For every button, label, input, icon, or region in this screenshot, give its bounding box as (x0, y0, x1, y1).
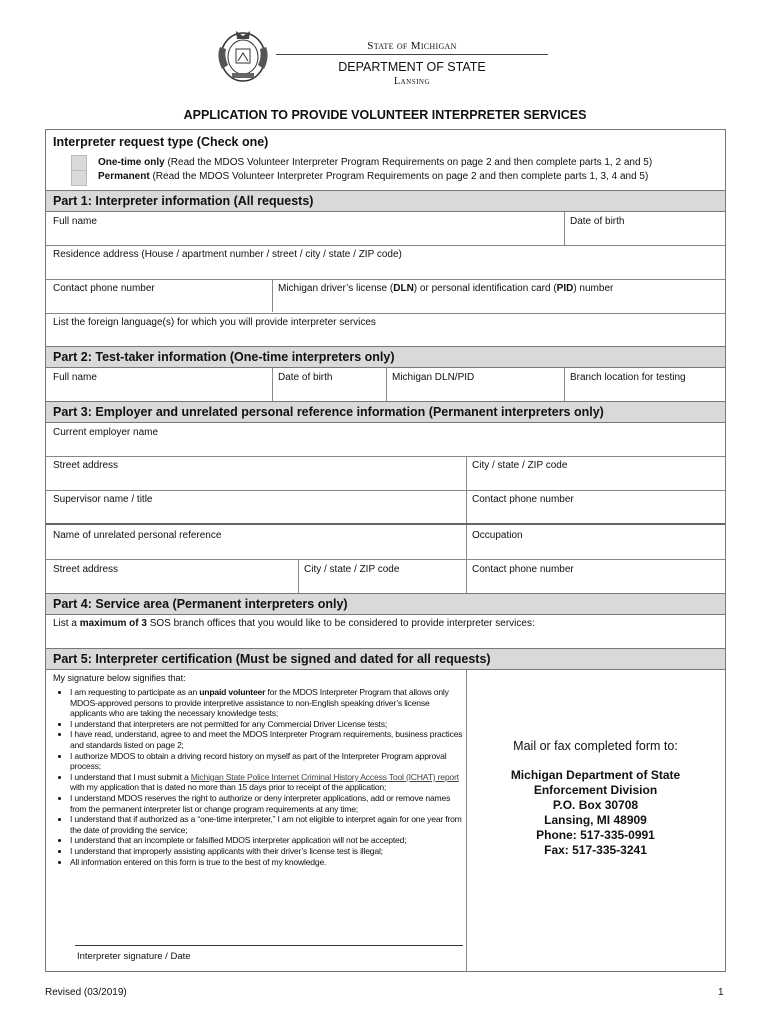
languages-field[interactable]: List the foreign language(s) for which you will provide interpreter services (53, 317, 376, 328)
reference-name-field[interactable]: Name of unrelated personal reference (53, 530, 222, 541)
address-line: P.O. Box 30708 (552, 798, 639, 812)
branch-location-field[interactable]: Branch location for testing (570, 372, 686, 383)
certification-intro: My signature below signifies that: (53, 673, 186, 683)
part1-phone-field[interactable]: Contact phone number (53, 283, 155, 294)
divider (564, 212, 565, 245)
list-item: • I understand that interpreters are not permitted for any Commercial Driver License tests; (70, 719, 465, 730)
divider (46, 559, 725, 560)
michigan-state-seal-icon (216, 27, 270, 85)
employer-phone-field[interactable]: Contact phone number (472, 494, 574, 505)
divider (298, 559, 299, 593)
one-time-option (98, 157, 652, 168)
request-type-heading: Interpreter request type (Check one) (53, 135, 269, 149)
divider (46, 279, 725, 280)
divider (386, 368, 387, 402)
list-item: • I understand that an incomplete or falsified MDOS interpreter application will not be accepted; (70, 835, 465, 846)
occupation-field[interactable]: Occupation (472, 530, 523, 541)
license-label-pre: Michigan driver’s license ( (278, 283, 394, 294)
list-item: • I understand that improperly assisting applicants with their driver’s license test is illegal; (70, 846, 465, 857)
list-item: • I understand that I must submit a Michigan State Police Internet Criminal History Access Tool (ICHAT) report with my application that is dated no more than 15 days prior to receipt of the application; (70, 772, 465, 793)
supervisor-field[interactable]: Supervisor name / title (53, 494, 153, 505)
phone-line: Phone: 517-335-0991 (536, 828, 655, 842)
part1-full-name-field[interactable]: Full name (53, 216, 97, 227)
list-item: • I authorize MDOS to obtain a driving record history on myself as part of the Interpreter Program approval process; (70, 751, 465, 772)
reference-phone-field[interactable]: Contact phone number (472, 564, 574, 575)
employer-street-field[interactable]: Street address (53, 460, 119, 471)
service-area-max: maximum of 3 (79, 618, 147, 629)
permanent-option (98, 171, 648, 182)
signature-label: Interpreter signature / Date (77, 951, 191, 962)
pid-abbr: PID (556, 283, 574, 294)
license-number-field[interactable] (278, 283, 613, 294)
dln-abbr: DLN (393, 283, 414, 294)
reference-city-field[interactable]: City / state / ZIP code (304, 564, 400, 575)
list-item: • I am requesting to participate as an unpaid volunteer for the MDOS Interpreter Program that allows only MDOS-approved persons to provide interpretive assistance to non-English speaking driver’s license applicants who are taking the necessary knowledge tests; (70, 687, 465, 719)
divider (272, 279, 273, 312)
divider (564, 368, 565, 402)
ichat-report-link[interactable]: Michigan State Police Internet Criminal History Access Tool (ICHAT) report (190, 771, 459, 782)
revision-date: Revised (03/2019) (45, 987, 127, 998)
divider (46, 313, 725, 314)
mail-instructions: Mail or fax completed form to: (513, 739, 678, 753)
part2-dob-field[interactable]: Date of birth (278, 372, 333, 383)
service-area-field[interactable] (53, 618, 535, 629)
residence-address-field[interactable]: Residence address (House / apartment number / street / city / state / ZIP code) (53, 249, 402, 260)
one-time-description: (Read the MDOS Volunteer Interpreter Program Requirements on page 2 and then complete parts 1, 2 and 5) (164, 157, 653, 168)
divider (272, 368, 273, 402)
form-title: APPLICATION TO PROVIDE VOLUNTEER INTERPRETER SERVICES (183, 108, 587, 122)
part2-heading: Part 2: Test-taker information (One-time interpreters only) (46, 346, 725, 368)
divider (46, 523, 725, 525)
list-item: • All information entered on this form is true to the best of my knowledge. (70, 857, 465, 868)
address-line: Enforcement Division (533, 783, 658, 797)
one-time-label: One-time only (98, 157, 165, 168)
list-item: • I have read, understand, agree to and meet the MDOS Interpreter Program requirements, business practices and standards listed on page 2; (70, 729, 465, 750)
reference-street-field[interactable]: Street address (53, 564, 119, 575)
list-item: • I understand that if authorized as a “one-time interpreter,” I am not eligible to interpret again for one year from the date of providing the service; (70, 814, 465, 835)
permanent-checkbox[interactable] (71, 170, 87, 186)
page-number: 1 (718, 987, 724, 998)
permanent-label: Permanent (98, 171, 150, 182)
part2-dln-pid-field[interactable]: Michigan DLN/PID (392, 372, 475, 383)
fax-line: Fax: 517-335-3241 (544, 843, 647, 857)
employer-city-field[interactable]: City / state / ZIP code (472, 460, 568, 471)
license-label-mid: ) or personal identification card ( (413, 283, 557, 294)
service-area-post: SOS branch offices that you would like to be considered to provide interpreter services: (146, 618, 535, 629)
application-form (45, 129, 726, 972)
city-name: Lansing (393, 76, 431, 87)
divider (46, 490, 725, 491)
list-item: • I understand MDOS reserves the right to authorize or deny interpreter applications, add or remove names from the permanent interpreter list or change program requirements at any time; (70, 793, 465, 814)
one-time-checkbox[interactable] (71, 155, 87, 171)
permanent-description: (Read the MDOS Volunteer Interpreter Program Requirements on page 2 and then complete parts 1, 3, 4 and 5) (149, 171, 649, 182)
certification-list (53, 687, 465, 867)
department-name: DEPARTMENT OF STATE (338, 60, 486, 74)
part4-heading: Part 4: Service area (Permanent interpreters only) (46, 593, 725, 615)
signature-line[interactable] (75, 945, 463, 946)
address-line: Michigan Department of State (510, 768, 681, 782)
state-name: State of Michigan (367, 40, 457, 52)
header-rule (276, 54, 548, 55)
part5-heading: Part 5: Interpreter certification (Must be signed and dated for all requests) (46, 648, 725, 670)
part3-heading: Part 3: Employer and unrelated personal reference information (Permanent interpreters only) (46, 401, 725, 423)
employer-name-field[interactable]: Current employer name (53, 427, 159, 438)
part1-dob-field[interactable]: Date of birth (570, 216, 625, 227)
divider (46, 245, 725, 246)
divider (46, 456, 725, 457)
mailing-address (466, 768, 725, 858)
address-line: Lansing, MI 48909 (544, 813, 647, 827)
service-area-pre: List a (53, 618, 80, 629)
part2-full-name-field[interactable]: Full name (53, 372, 97, 383)
part1-heading: Part 1: Interpreter information (All requests) (46, 190, 725, 212)
license-label-post: ) number (573, 283, 614, 294)
